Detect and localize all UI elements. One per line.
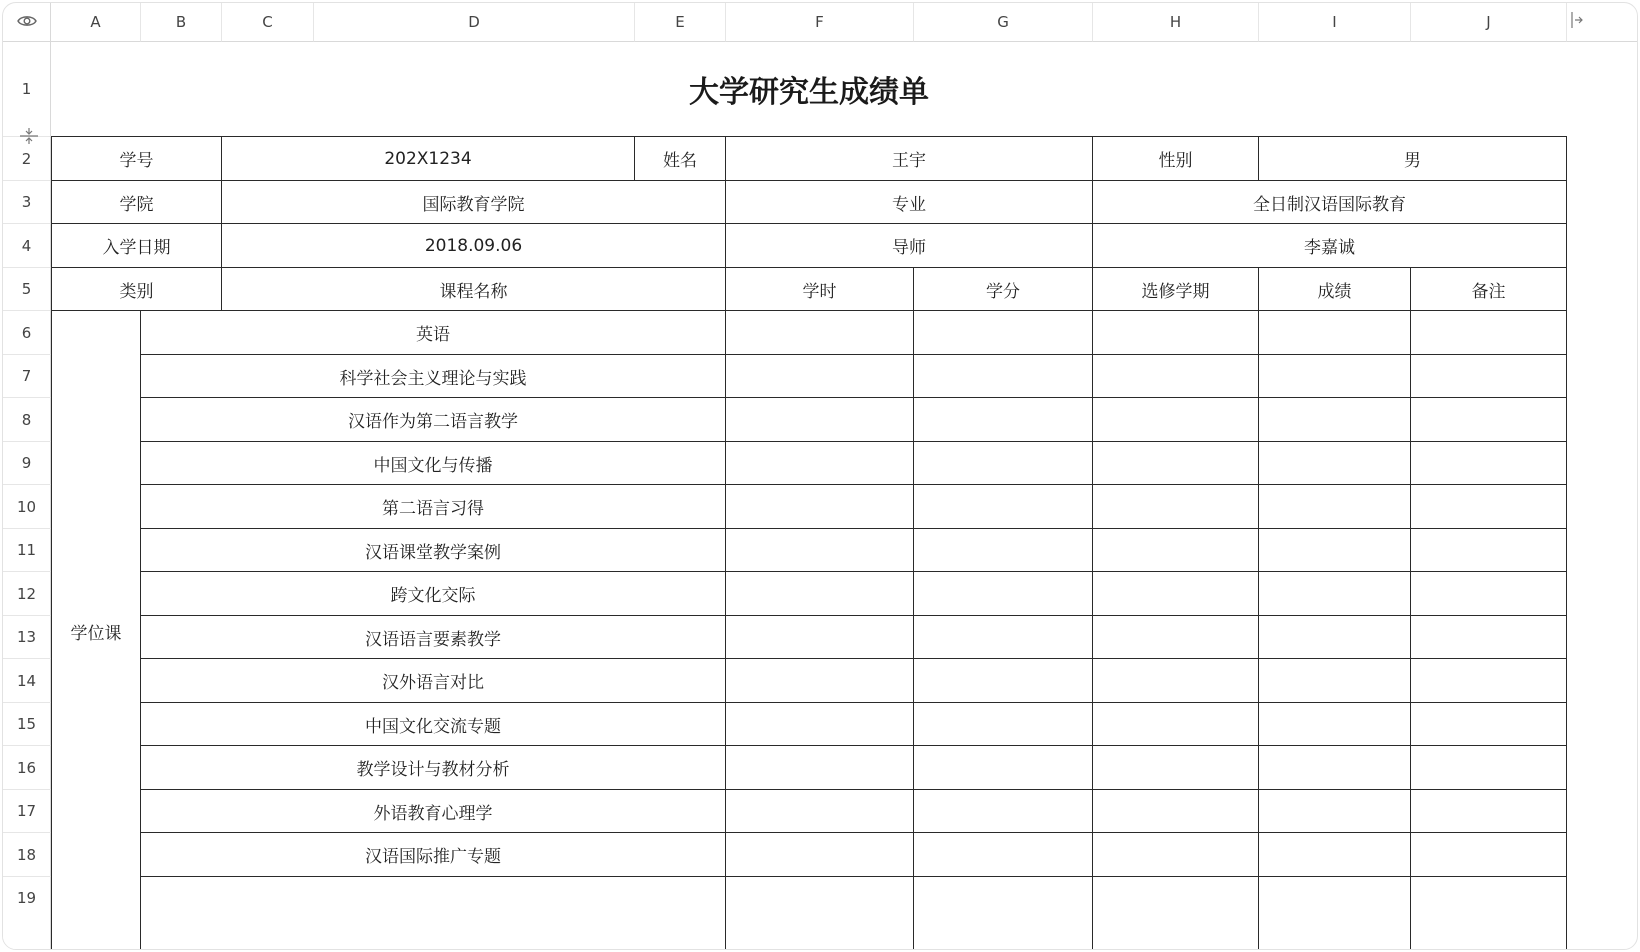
column-header-d[interactable]: D [314, 3, 635, 42]
credits-cell[interactable] [914, 790, 1093, 833]
header-semester[interactable]: 选修学期 [1093, 268, 1259, 311]
hours-cell[interactable] [726, 442, 914, 485]
semester-cell[interactable] [1093, 877, 1259, 950]
credits-cell[interactable] [914, 746, 1093, 790]
column-header-a[interactable]: A [51, 3, 141, 42]
row-header-14[interactable]: 14 [3, 659, 51, 703]
eye-icon[interactable] [17, 13, 37, 32]
remark-cell[interactable] [1411, 398, 1567, 442]
course-name-cell[interactable]: 中国文化与传播 [141, 442, 726, 485]
credits-cell[interactable] [914, 616, 1093, 659]
credits-cell[interactable] [914, 485, 1093, 529]
semester-cell[interactable] [1093, 485, 1259, 529]
row-header-15[interactable]: 15 [3, 703, 51, 746]
credits-cell[interactable] [914, 311, 1093, 355]
course-name-cell[interactable]: 教学设计与教材分析 [141, 746, 726, 790]
grade-cell[interactable] [1259, 311, 1411, 355]
row-header-17[interactable]: 17 [3, 790, 51, 833]
semester-cell[interactable] [1093, 398, 1259, 442]
row-header-3[interactable]: 3 [3, 181, 51, 224]
hours-cell[interactable] [726, 659, 914, 703]
remark-cell[interactable] [1411, 790, 1567, 833]
advisor-label[interactable]: 导师 [726, 224, 1093, 268]
column-header-e[interactable]: E [635, 3, 726, 42]
enroll-date-value[interactable]: 2018.09.06 [222, 224, 726, 268]
column-header-h[interactable]: H [1093, 3, 1259, 42]
course-name-cell[interactable]: 跨文化交际 [141, 572, 726, 616]
credits-cell[interactable] [914, 442, 1093, 485]
remark-cell[interactable] [1411, 355, 1567, 398]
student-id-label[interactable]: 学号 [51, 137, 222, 181]
major-label[interactable]: 专业 [726, 181, 1093, 224]
row-header-11[interactable]: 11 [3, 529, 51, 572]
hours-cell[interactable] [726, 790, 914, 833]
semester-cell[interactable] [1093, 833, 1259, 877]
header-hours[interactable]: 学时 [726, 268, 914, 311]
credits-cell[interactable] [914, 659, 1093, 703]
row-header-5[interactable]: 5 [3, 268, 51, 311]
hours-cell[interactable] [726, 746, 914, 790]
remark-cell[interactable] [1411, 616, 1567, 659]
enroll-date-label[interactable]: 入学日期 [51, 224, 222, 268]
grade-cell[interactable] [1259, 833, 1411, 877]
grade-cell[interactable] [1259, 398, 1411, 442]
major-value[interactable]: 全日制汉语国际教育 [1093, 181, 1567, 224]
column-header-extra [1567, 3, 1637, 42]
row-header-18[interactable]: 18 [3, 833, 51, 877]
course-name-cell[interactable]: 汉外语言对比 [141, 659, 726, 703]
hours-cell[interactable] [726, 877, 914, 950]
remark-cell[interactable] [1411, 529, 1567, 572]
row-header-1[interactable]: 1 [3, 42, 51, 137]
hours-cell[interactable] [726, 572, 914, 616]
column-header-g[interactable]: G [914, 3, 1093, 42]
row-header-19[interactable]: 19 [3, 877, 51, 949]
column-header-c[interactable]: C [222, 3, 314, 42]
header-remark[interactable]: 备注 [1411, 268, 1567, 311]
course-name-cell[interactable]: 科学社会主义理论与实践 [141, 355, 726, 398]
grade-cell[interactable] [1259, 746, 1411, 790]
remark-cell[interactable] [1411, 703, 1567, 746]
hours-cell[interactable] [726, 703, 914, 746]
course-name-cell[interactable]: 汉语作为第二语言教学 [141, 398, 726, 442]
hours-cell[interactable] [726, 311, 914, 355]
semester-cell[interactable] [1093, 746, 1259, 790]
column-header-i[interactable]: I [1259, 3, 1411, 42]
remark-cell[interactable] [1411, 833, 1567, 877]
row-header-4[interactable]: 4 [3, 224, 51, 268]
hours-cell[interactable] [726, 529, 914, 572]
grade-cell[interactable] [1259, 703, 1411, 746]
row-header-12[interactable]: 12 [3, 572, 51, 616]
column-resize-icon[interactable] [1570, 11, 1584, 33]
grade-cell[interactable] [1259, 529, 1411, 572]
college-value[interactable]: 国际教育学院 [222, 181, 726, 224]
row-header-2[interactable]: 2 [3, 137, 51, 181]
transcript-title[interactable]: 大学研究生成绩单 [51, 42, 1567, 137]
credits-cell[interactable] [914, 572, 1093, 616]
course-name-cell[interactable]: 中国文化交流专题 [141, 703, 726, 746]
column-header-b[interactable]: B [141, 3, 222, 42]
hours-cell[interactable] [726, 616, 914, 659]
credits-cell[interactable] [914, 703, 1093, 746]
header-grade[interactable]: 成绩 [1259, 268, 1411, 311]
credits-cell[interactable] [914, 833, 1093, 877]
remark-cell[interactable] [1411, 311, 1567, 355]
hours-cell[interactable] [726, 833, 914, 877]
grade-cell[interactable] [1259, 485, 1411, 529]
semester-cell[interactable] [1093, 790, 1259, 833]
header-credits[interactable]: 学分 [914, 268, 1093, 311]
row-header-10[interactable]: 10 [3, 485, 51, 529]
grade-cell[interactable] [1259, 572, 1411, 616]
college-label[interactable]: 学院 [51, 181, 222, 224]
grade-cell[interactable] [1259, 659, 1411, 703]
credits-cell[interactable] [914, 529, 1093, 572]
semester-cell[interactable] [1093, 529, 1259, 572]
advisor-value[interactable]: 李嘉诚 [1093, 224, 1567, 268]
category-degree-course[interactable]: 学位课 [51, 311, 141, 950]
row-header-7[interactable]: 7 [3, 355, 51, 398]
gender-value[interactable]: 男 [1259, 137, 1567, 181]
grade-cell[interactable] [1259, 877, 1411, 950]
row-header-6[interactable]: 6 [3, 311, 51, 355]
semester-cell[interactable] [1093, 355, 1259, 398]
gender-label[interactable]: 性别 [1093, 137, 1259, 181]
row-header-16[interactable]: 16 [3, 746, 51, 790]
row-resize-icon[interactable] [19, 127, 39, 149]
course-name-cell[interactable]: 汉语课堂教学案例 [141, 529, 726, 572]
semester-cell[interactable] [1093, 572, 1259, 616]
hours-cell[interactable] [726, 398, 914, 442]
remark-cell[interactable] [1411, 877, 1567, 950]
semester-cell[interactable] [1093, 616, 1259, 659]
semester-cell[interactable] [1093, 703, 1259, 746]
remark-cell[interactable] [1411, 659, 1567, 703]
remark-cell[interactable] [1411, 572, 1567, 616]
header-category[interactable]: 类别 [51, 268, 222, 311]
course-name-cell[interactable] [141, 877, 726, 950]
semester-cell[interactable] [1093, 311, 1259, 355]
row-header-8[interactable]: 8 [3, 398, 51, 442]
grade-cell[interactable] [1259, 790, 1411, 833]
header-course-name[interactable]: 课程名称 [222, 268, 726, 311]
course-name-cell[interactable]: 英语 [141, 311, 726, 355]
remark-cell[interactable] [1411, 485, 1567, 529]
remark-cell[interactable] [1411, 746, 1567, 790]
name-value[interactable]: 王宇 [726, 137, 1093, 181]
remark-cell[interactable] [1411, 442, 1567, 485]
column-header-j[interactable]: J [1411, 3, 1567, 42]
credits-cell[interactable] [914, 398, 1093, 442]
semester-cell[interactable] [1093, 659, 1259, 703]
hours-cell[interactable] [726, 355, 914, 398]
grade-cell[interactable] [1259, 616, 1411, 659]
grade-cell[interactable] [1259, 355, 1411, 398]
credits-cell[interactable] [914, 877, 1093, 950]
hours-cell[interactable] [726, 485, 914, 529]
row-header-9[interactable]: 9 [3, 442, 51, 485]
grade-cell[interactable] [1259, 442, 1411, 485]
course-name-cell[interactable]: 第二语言习得 [141, 485, 726, 529]
student-id-value[interactable]: 202X1234 [222, 137, 635, 181]
course-name-cell[interactable]: 汉语国际推广专题 [141, 833, 726, 877]
name-label[interactable]: 姓名 [635, 137, 726, 181]
course-name-cell[interactable]: 汉语语言要素教学 [141, 616, 726, 659]
credits-cell[interactable] [914, 355, 1093, 398]
row-header-13[interactable]: 13 [3, 616, 51, 659]
semester-cell[interactable] [1093, 442, 1259, 485]
spreadsheet [2, 2, 1638, 950]
column-header-f[interactable]: F [726, 3, 914, 42]
select-all-corner[interactable] [3, 3, 51, 42]
course-name-cell[interactable]: 外语教育心理学 [141, 790, 726, 833]
